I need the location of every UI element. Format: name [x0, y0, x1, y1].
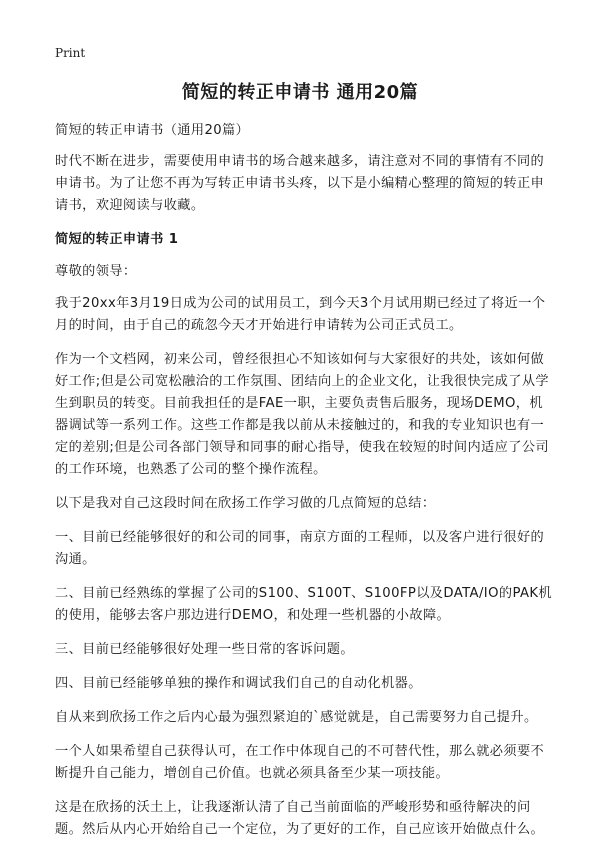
body-paragraph: 自从来到欣扬工作之后内心最为强烈紧迫的`感觉就是，自己需要努力自己提升。 [55, 710, 538, 725]
page-title: 简短的转正申请书 通用20篇 [181, 82, 419, 103]
body-paragraph: 这是在欣扬的沃土上，让我逐渐认清了自己当前面临的严峻形势和亟待解决的问题。然后从内心开始给自己一个定位，为了更好的工作，自己应该开始做点什么。 [55, 800, 545, 837]
body-paragraph: 我于20xx年3月19日成为公司的试用员工，到今天3个月试用期已经过了将近一个月的时间，由于自己的疏忽今天才开始进行申请转为公司正式员工。 [55, 296, 546, 333]
body-paragraph: 三、目前已经能够很好处理一些日常的客诉问题。 [55, 642, 354, 657]
greeting: 尊敬的领导： [55, 264, 137, 279]
body-paragraph: 以下是我对自己这段时间在欣扬工作学习做的几点简短的总结： [55, 496, 436, 511]
document-subtitle: 简短的转正申请书（通用20篇） [55, 123, 250, 138]
body-paragraph: 二、目前已经熟练的掌握了公司的S100、S100T、S100FP以及DATA/IO的PAK机的使用，能够去客户那边进行DEMO，和处理一些机器的小故障。 [55, 586, 553, 623]
body-paragraph: 四、目前已经能够单独的操作和调试我们自己的自动化机器。 [55, 676, 422, 691]
intro-paragraph: 时代不断在进步，需要使用申请书的场合越来越多，请注意对不同的事情有不同的申请书。为了让您不再为写转正申请书头疼，以下是小编精心整理的简短的转正申请书，欢迎阅读与收藏。 [55, 154, 545, 213]
print-link[interactable]: Print [55, 46, 86, 60]
body-paragraph: 一个人如果希望自己获得认可，在工作中体现自己的不可替代性，那么就必须要不断提升自己能力，增创自己价值。也就必须具备至少某一项技能。 [55, 744, 545, 781]
body-paragraph: 一、目前已经能够很好的和公司的同事，南京方面的工程师，以及客户进行很好的沟通。 [55, 530, 545, 567]
body-paragraph: 作为一个文档网，初来公司，曾经很担心不知该如何与大家很好的共处，该如何做好工作;但是公司宽松融洽的工作氛围、团结向上的企业文化，让我很快完成了从学生到职员的转变。目前我担任的是FAE一职，主要负责售后服务，现场DEMO，机器调试等一系列工作。这些工作都是我以前从未接触过的，和我的专业知识也有一定的差别;但是公司各部门领导和同事的耐心指导，使我在较短的时间内适应了公司的工作环境，也熟悉了公司的整个操作流程。 [55, 352, 549, 477]
section-heading: 简短的转正申请书 1 [55, 232, 179, 247]
document-body [55, 120, 555, 853]
